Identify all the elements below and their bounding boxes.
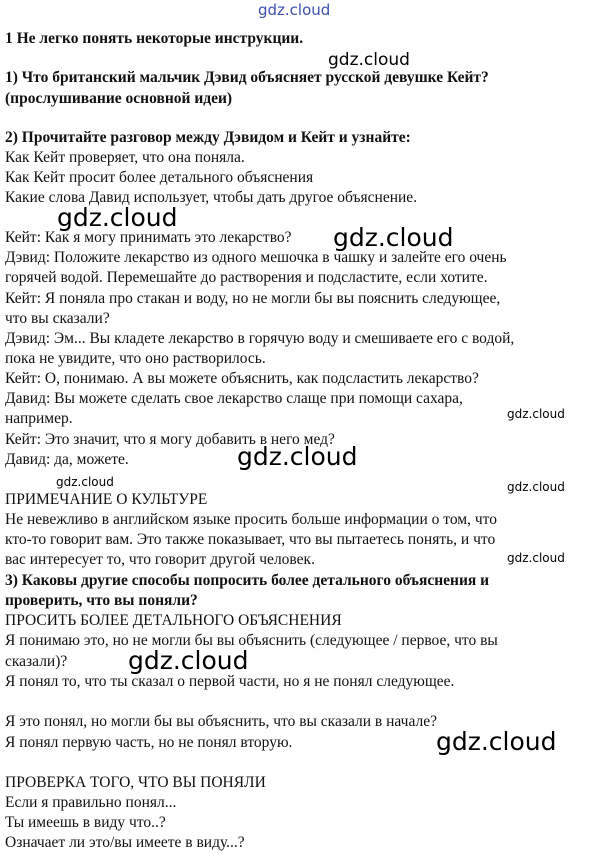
culture-note-line: кто-то говорит вам. Это также показывает, что вы пытаетесь понять, и что bbox=[5, 531, 496, 548]
task2-item: Как Кейт просит более детального объяснения bbox=[5, 169, 314, 186]
culture-note-line: Не невежливо в английском языке просить больше информации о том, что bbox=[5, 511, 497, 528]
watermark: gdz.cloud bbox=[507, 480, 565, 494]
task2-item: Какие слова Давид использует, чтобы дать другое объяснение. bbox=[5, 189, 418, 206]
dialogue-line: пока не увидите, что оно растворилось. bbox=[5, 350, 266, 367]
check-understanding-line: Означает ли это/вы имеете в виду...? bbox=[5, 834, 245, 851]
ask-details-line: Я понял первую часть, но не понял вторую. bbox=[5, 734, 293, 751]
ask-details-line: Я понимаю это, но не могли бы вы объяснить (следующее / первое, что вы bbox=[5, 632, 498, 649]
task2-item: Как Кейт проверяет, что она поняла. bbox=[5, 149, 245, 166]
dialogue-line: Кейт: Это значит, что я могу добавить в него мед? bbox=[5, 431, 335, 448]
task2-heading: 2) Прочитайте разговор между Дэвидом и Кейт и узнайте: bbox=[5, 129, 411, 146]
watermark: gdz.cloud bbox=[507, 551, 565, 565]
check-understanding-line: Ты имеешь в виду что..? bbox=[5, 814, 166, 831]
dialogue-line: Давид: Вы можете сделать свое лекарство слаще при помощи сахара, bbox=[5, 390, 463, 407]
task3-line: 3) Каковы другие способы попросить более детального объяснения и bbox=[5, 572, 490, 589]
exercise-heading: 1 Не легко понять некоторые инструкции. bbox=[5, 30, 304, 47]
watermark: gdz.cloud bbox=[328, 50, 410, 70]
dialogue-line: горячей водой. Перемешайте до растворения и подсластите, если хотите. bbox=[5, 269, 488, 286]
ask-details-title: ПРОСИТЬ БОЛЕЕ ДЕТАЛЬНОГО ОБЪЯСНЕНИЯ bbox=[5, 612, 342, 629]
check-understanding-line: Если я правильно понял... bbox=[5, 794, 177, 811]
dialogue-line: Дэвид: Положите лекарство из одного мешочка в чашку и залейте его очень bbox=[5, 249, 507, 266]
ask-details-line: Я это понял, но могли бы вы объяснить, что вы сказали в начале? bbox=[5, 713, 437, 730]
task3-line: проверить, что вы поняли? bbox=[5, 592, 198, 609]
watermark: gdz.cloud bbox=[258, 1, 331, 19]
watermark: gdz.cloud bbox=[507, 407, 565, 421]
watermark: gdz.cloud bbox=[237, 442, 358, 471]
task1-line: (прослушивание основной идеи) bbox=[5, 90, 233, 107]
watermark: gdz.cloud bbox=[56, 475, 114, 489]
watermark: gdz.cloud bbox=[128, 646, 249, 675]
task1-line: 1) Что британский мальчик Дэвид объясняет русской девушке Кейт? bbox=[5, 69, 489, 86]
dialogue-line: Кейт: О, понимаю. А вы можете объяснить, как подсластить лекарство? bbox=[5, 370, 479, 387]
check-understanding-title: ПРОВЕРКА ТОГО, ЧТО ВЫ ПОНЯЛИ bbox=[5, 774, 266, 791]
dialogue-line: Дэвид: Эм... Вы кладете лекарство в горячую воду и смешиваете его с водой, bbox=[5, 330, 515, 347]
watermark: gdz.cloud bbox=[57, 203, 178, 232]
culture-note-line: вас интересует то, что говорит другой человек. bbox=[5, 551, 315, 568]
watermark: gdz.cloud bbox=[333, 223, 454, 252]
dialogue-line: Кейт: Я поняла про стакан и воду, но не могли бы вы пояснить следующее, bbox=[5, 290, 501, 307]
dialogue-line: Кейт: Как я могу принимать это лекарство? bbox=[5, 229, 292, 246]
dialogue-line: Давид: да, можете. bbox=[5, 451, 129, 468]
ask-details-line: Я понял то, что ты сказал о первой части, но я не понял следующее. bbox=[5, 673, 455, 690]
culture-note-title: ПРИМЕЧАНИЕ О КУЛЬТУРЕ bbox=[5, 491, 208, 508]
dialogue-line: например. bbox=[5, 410, 73, 427]
watermark: gdz.cloud bbox=[436, 727, 557, 756]
dialogue-line: что вы сказали? bbox=[5, 310, 110, 327]
ask-details-line: сказали)? bbox=[5, 653, 68, 670]
